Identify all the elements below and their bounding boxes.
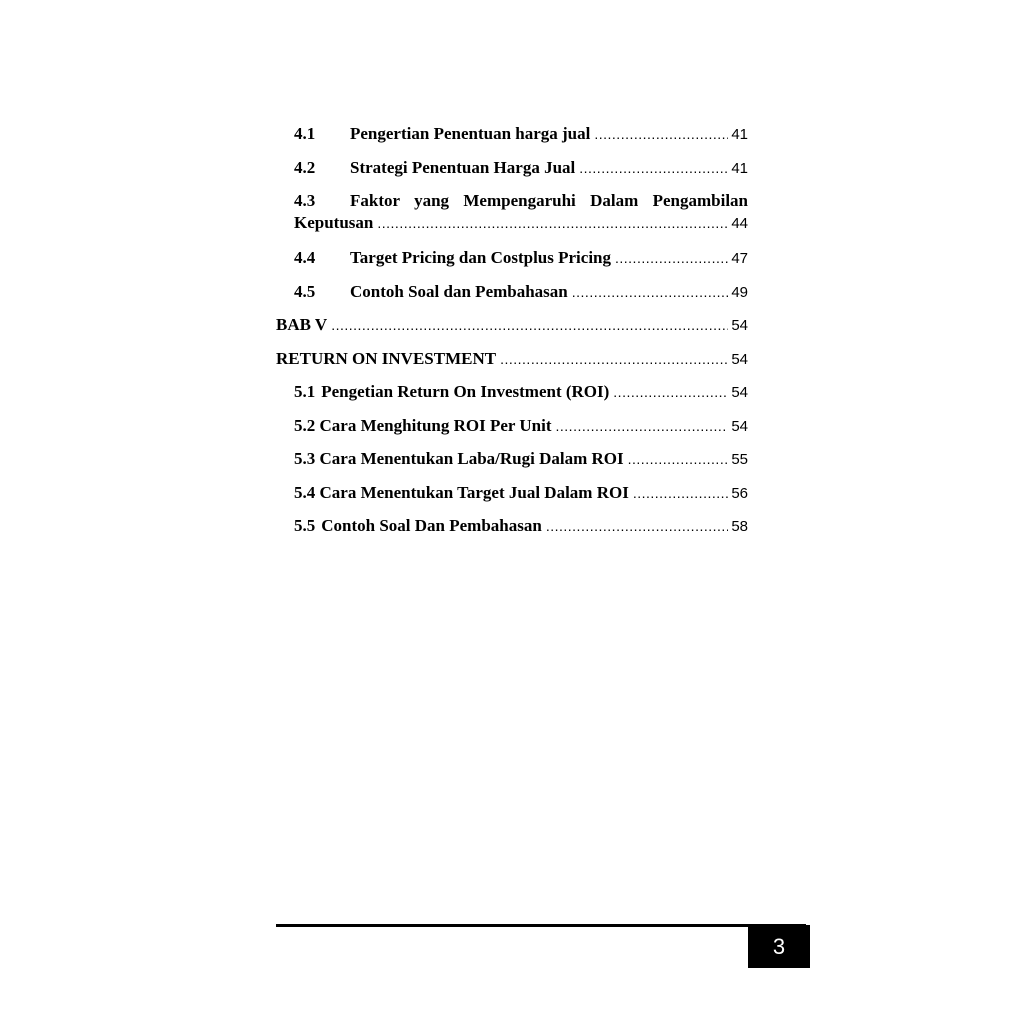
toc-entry-page: 54 xyxy=(731,350,748,368)
toc-entry-return-on-investment[interactable] xyxy=(276,349,748,383)
toc-entry-bab-v[interactable] xyxy=(276,315,748,349)
toc-entry-number: 4.1 xyxy=(294,124,316,143)
dot-leader xyxy=(546,518,728,534)
dot-leader xyxy=(613,384,728,400)
toc-entry-page: 47 xyxy=(731,250,748,267)
toc-entry-4-5[interactable] xyxy=(276,282,748,316)
toc-entry-title: 5.2 Cara Menghitung ROI Per Unit xyxy=(294,415,552,435)
toc-entry-title: Pengertian Penentuan harga jual xyxy=(350,124,591,143)
toc-entry-5-5[interactable] xyxy=(276,516,748,550)
toc-entry-5-2[interactable] xyxy=(276,416,748,450)
dot-leader xyxy=(615,250,728,266)
toc-entry-title: Strategi Penentuan Harga Jual xyxy=(350,157,576,177)
toc-entry-4-1[interactable] xyxy=(276,124,748,158)
dot-leader xyxy=(628,451,729,467)
toc-entry-page: 54 xyxy=(731,384,748,401)
toc-entry-number: 4.3 xyxy=(294,191,316,210)
dot-leader xyxy=(579,160,728,176)
dot-leader xyxy=(500,351,728,367)
table-of-contents xyxy=(276,124,748,550)
toc-entry-number: 4.4 xyxy=(294,248,316,267)
toc-entry-title: Contoh Soal dan Pembahasan xyxy=(350,281,568,301)
toc-entry-number: 4.5 xyxy=(294,281,316,301)
page-number-box xyxy=(748,925,810,968)
footer-rule xyxy=(276,924,806,927)
toc-entry-title: Contoh Soal Dan Pembahasan xyxy=(321,516,542,535)
dot-leader xyxy=(572,284,729,300)
toc-entry-4-4[interactable] xyxy=(276,248,748,282)
toc-entry-page: 54 xyxy=(731,317,748,334)
toc-entry-page: 56 xyxy=(731,484,748,502)
toc-entry-page: 41 xyxy=(731,159,748,177)
toc-entry-4-2[interactable] xyxy=(276,158,748,192)
dot-leader xyxy=(377,215,728,231)
page-number: 3 xyxy=(772,933,786,959)
toc-entry-5-1[interactable] xyxy=(276,382,748,416)
dot-leader xyxy=(594,126,728,142)
toc-entry-page: 49 xyxy=(731,283,748,301)
toc-entry-page: 58 xyxy=(731,518,748,535)
toc-chapter-title: RETURN ON INVESTMENT xyxy=(276,348,497,368)
toc-entry-5-3[interactable] xyxy=(276,449,748,483)
toc-entry-5-4[interactable] xyxy=(276,483,748,517)
toc-entry-title-continued: Keputusan xyxy=(294,213,374,232)
toc-entry-title: Target Pricing dan Costplus Pricing xyxy=(350,248,611,267)
toc-entry-number: 5.1 xyxy=(294,382,316,401)
toc-entry-4-3[interactable] xyxy=(276,191,748,246)
toc-entry-title: Pengetian Return On Investment (ROI) xyxy=(321,382,610,401)
dot-leader xyxy=(556,418,729,434)
dot-leader xyxy=(331,317,728,333)
toc-entry-title: 5.4 Cara Menentukan Target Jual Dalam ROI xyxy=(294,482,629,502)
toc-entry-number: 4.2 xyxy=(294,157,316,177)
toc-entry-title: Faktor yang Mempengaruhi Dalam Pengambilan xyxy=(350,191,748,210)
toc-entry-page: 41 xyxy=(731,126,748,143)
toc-entry-page: 44 xyxy=(731,215,748,232)
toc-entry-page: 55 xyxy=(731,451,748,468)
toc-entry-title: 5.3 Cara Menentukan Laba/Rugi Dalam ROI xyxy=(294,449,624,468)
toc-entry-number: 5.5 xyxy=(294,516,316,535)
dot-leader xyxy=(633,485,728,501)
toc-chapter-title: BAB V xyxy=(276,315,328,334)
toc-entry-page: 54 xyxy=(731,417,748,435)
